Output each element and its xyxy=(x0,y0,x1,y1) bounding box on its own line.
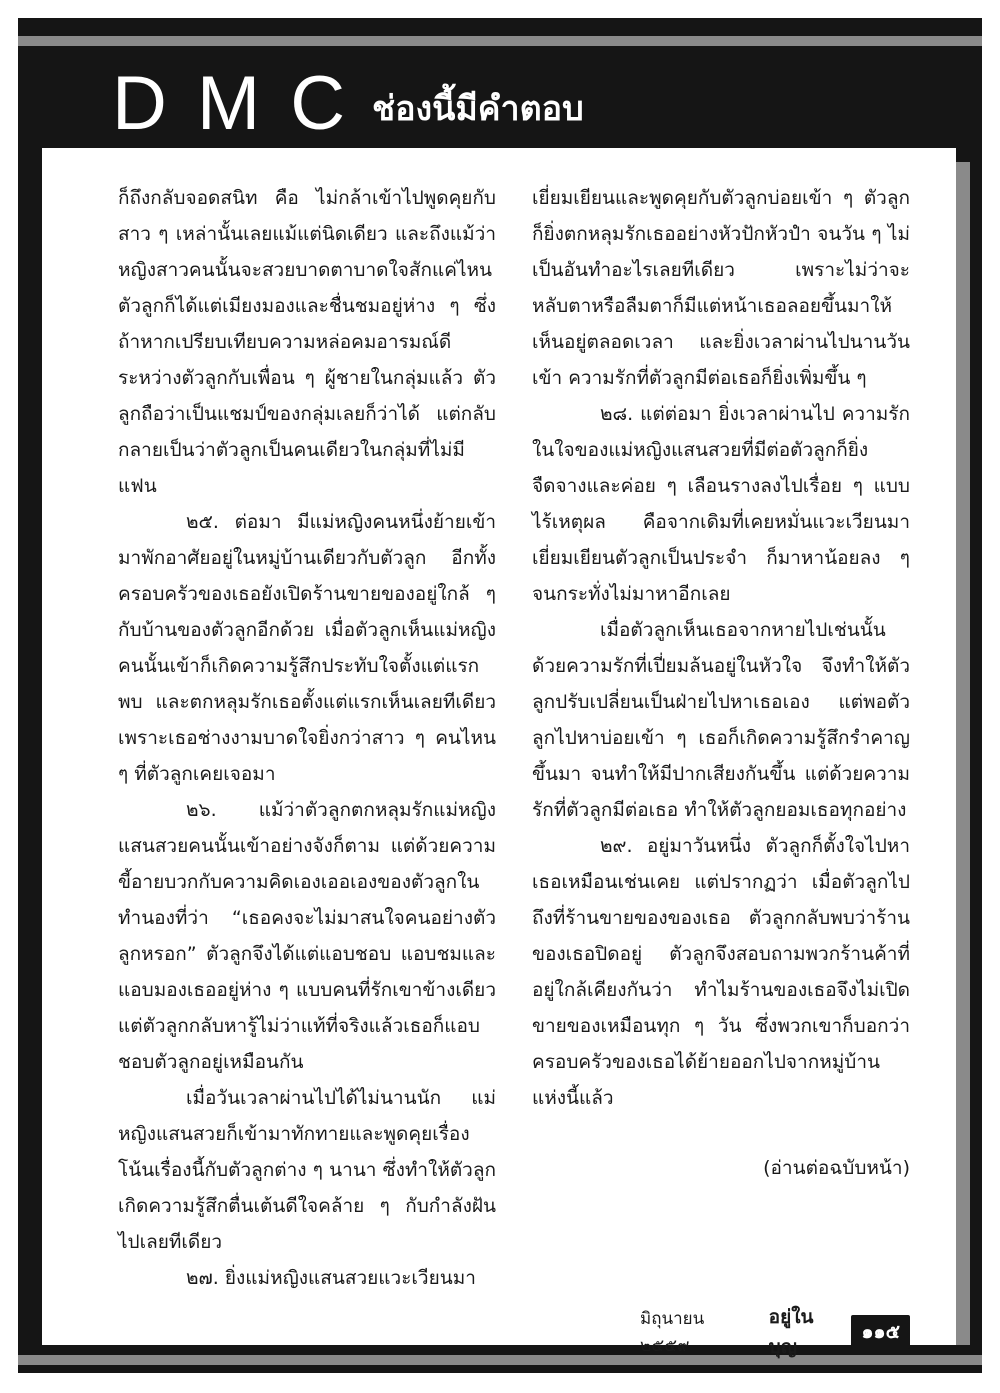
continued-note: (อ่านต่อฉบับหน้า) xyxy=(763,1157,910,1179)
paragraph: เมื่อตัวลูกเห็นเธอจากหายไปเช่นนั้น ด้วยความรักที่เปี่ยมล้นอยู่ในหัวใจ จึงทำให้ตัวลูกปรับเปลี่ยนเป็นฝ่ายไปหาเธอเอง แต่พอตัวลูกไปหาบ่อยเข้า ๆ เธอก็เกิดความรู้สึกรำคาญขึ้นมา จนทำให้มีปากเสียงกันขึ้น แต่ด้วยความรักที่ตัวลูกมีต่อเธอ ทำให้ตัวลูกยอมเธอทุกอย่าง xyxy=(532,619,910,821)
top-stripe xyxy=(18,36,982,46)
paragraph: เยี่ยมเยียนและพูดคุยกับตัวลูกบ่อยเข้า ๆ ตัวลูกก็ยิ่งตกหลุมรักเธออย่างหัวปักหัวปำ จนวัน ๆ ไม่เป็นอันทำอะไรเลยทีเดียว เพราะไม่ว่าจะหลับตาหรือลืมตาก็มีแต่หน้าเธอลอยขึ้นมาให้เห็นอยู่ตลอดเวลา และยิ่งเวลาผ่านไปนานวันเข้า ความรักที่ตัวลูกมีต่อเธอก็ยิ่งเพิ่มขึ้น ๆ xyxy=(532,187,910,389)
column-logo: DMC xyxy=(112,61,376,146)
paragraph: ๒๘. แต่ต่อมา ยิ่งเวลาผ่านไป ความรักในใจของแม่หญิงแสนสวยที่มีต่อตัวลูกก็ยิ่งจืดจางและค่อย ๆ เลือนรางลงไปเรื่อย ๆ แบบไร้เหตุผล คือจากเดิมที่เคยหมั่นแวะเวียนมาเยี่ยมเยียนตัวลูกเป็นประจำ ก็มาหาน้อยลง ๆ จนกระทั่งไม่มาหาอีกเลย xyxy=(532,403,910,605)
page-footer xyxy=(640,1306,910,1358)
paragraph: ๒๗. ยิ่งแม่หญิงแสนสวยแวะเวียนมา xyxy=(186,1267,476,1289)
paragraph: เมื่อวันเวลาผ่านไปได้ไม่นานนัก แม่หญิงแสนสวยก็เข้ามาทักทายและพูดคุยเรื่องโน้นเรื่องนี้กับตัวลูกต่าง ๆ นานา ซึ่งทำให้ตัวลูกเกิดความรู้สึกตื่นเต้นดีใจคล้าย ๆ กับกำลังฝันไปเลยทีเดียว xyxy=(118,1087,496,1253)
paragraph: ๒๖. แม้ว่าตัวลูกตกหลุมรักแม่หญิงแสนสวยคนนั้นเข้าอย่างจังก็ตาม แต่ด้วยความขี้อายบวกกับความคิดเองเออเองของตัวลูกในทำนองที่ว่า “เธอคงจะไม่มาสนใจคนอย่างตัวลูกหรอก” ตัวลูกจึงได้แต่แอบชอบ แอบชมและแอบมองเธออยู่ห่าง ๆ แบบคนที่รักเขาข้างเดียว แต่ตัวลูกกลับหารู้ไม่ว่าแท้ที่จริงแล้วเธอก็แอบชอบตัวลูกอยู่เหมือนกัน xyxy=(118,799,496,1073)
paragraph: ก็ถึงกลับจอดสนิท คือ ไม่กล้าเข้าไปพูดคุยกับสาว ๆ เหล่านั้นเลยแม้แต่นิดเดียว และถึงแม้ว่าหญิงสาวคนนั้นจะสวยบาดตาบาดใจสักแค่ไหน ตัวลูกก็ได้แต่เมียงมองและชื่นชมอยู่ห่าง ๆ ซึ่งถ้าหากเปรียบเทียบความหล่อคมอารมณ์ดีระหว่างตัวลูกกับเพื่อน ๆ ผู้ชายในกลุ่มแล้ว ตัวลูกถือว่าเป็นแชมป์ของกลุ่มเลยก็ว่าได้ แต่กลับกลายเป็นว่าตัวลูกเป็นคนเดียวในกลุ่มที่ไม่มีแฟน xyxy=(118,187,496,497)
side-stripe xyxy=(956,162,970,1345)
paragraph: ๒๙. อยู่มาวันหนึ่ง ตัวลูกก็ตั้งใจไปหาเธอเหมือนเช่นเคย แต่ปรากฏว่า เมื่อตัวลูกไปถึงที่ร้านขายของของเธอ ตัวลูกกลับพบว่าร้านของเธอปิดอยู่ ตัวลูกจึงสอบถามพวกร้านค้าที่อยู่ใกล้เคียงกันว่า ทำไมร้านของเธอจึงไม่เปิดขายของเหมือนทุก ๆ วัน ซึ่งพวกเขาก็บอกว่า ครอบครัวของเธอได้ย้ายออกไปจากหมู่บ้านแห่งนี้แล้ว xyxy=(532,835,910,1109)
column-subtitle: ช่องนี้มีคำตอบ xyxy=(372,89,584,129)
magazine-name: อยู่ในบุญ xyxy=(768,1306,814,1358)
paragraph: ๒๕. ต่อมา มีแม่หญิงคนหนึ่งย้ายเข้ามาพักอาศัยอยู่ในหมู่บ้านเดียวกับตัวลูก อีกทั้งครอบครัวของเธอยังเปิดร้านขายของอยู่ใกล้ ๆ กับบ้านของตัวลูกอีกด้วย เมื่อตัวลูกเห็นแม่หญิงคนนั้นเข้าก็เกิดความรู้สึกประทับใจตั้งแต่แรกพบ และตกหลุมรักเธอตั้งแต่แรกเห็นเลยทีเดียว เพราะเธอช่างงามบาดใจยิ่งกว่าสาว ๆ คนไหน ๆ ที่ตัวลูกเคยเจอมา xyxy=(118,511,496,785)
issue-date: มิถุนายน ๒๕๕๙ xyxy=(640,1309,705,1356)
article-left-column xyxy=(118,180,496,1296)
page-number: ๑๑๕ xyxy=(851,1315,910,1349)
article-right-column xyxy=(532,180,910,1186)
